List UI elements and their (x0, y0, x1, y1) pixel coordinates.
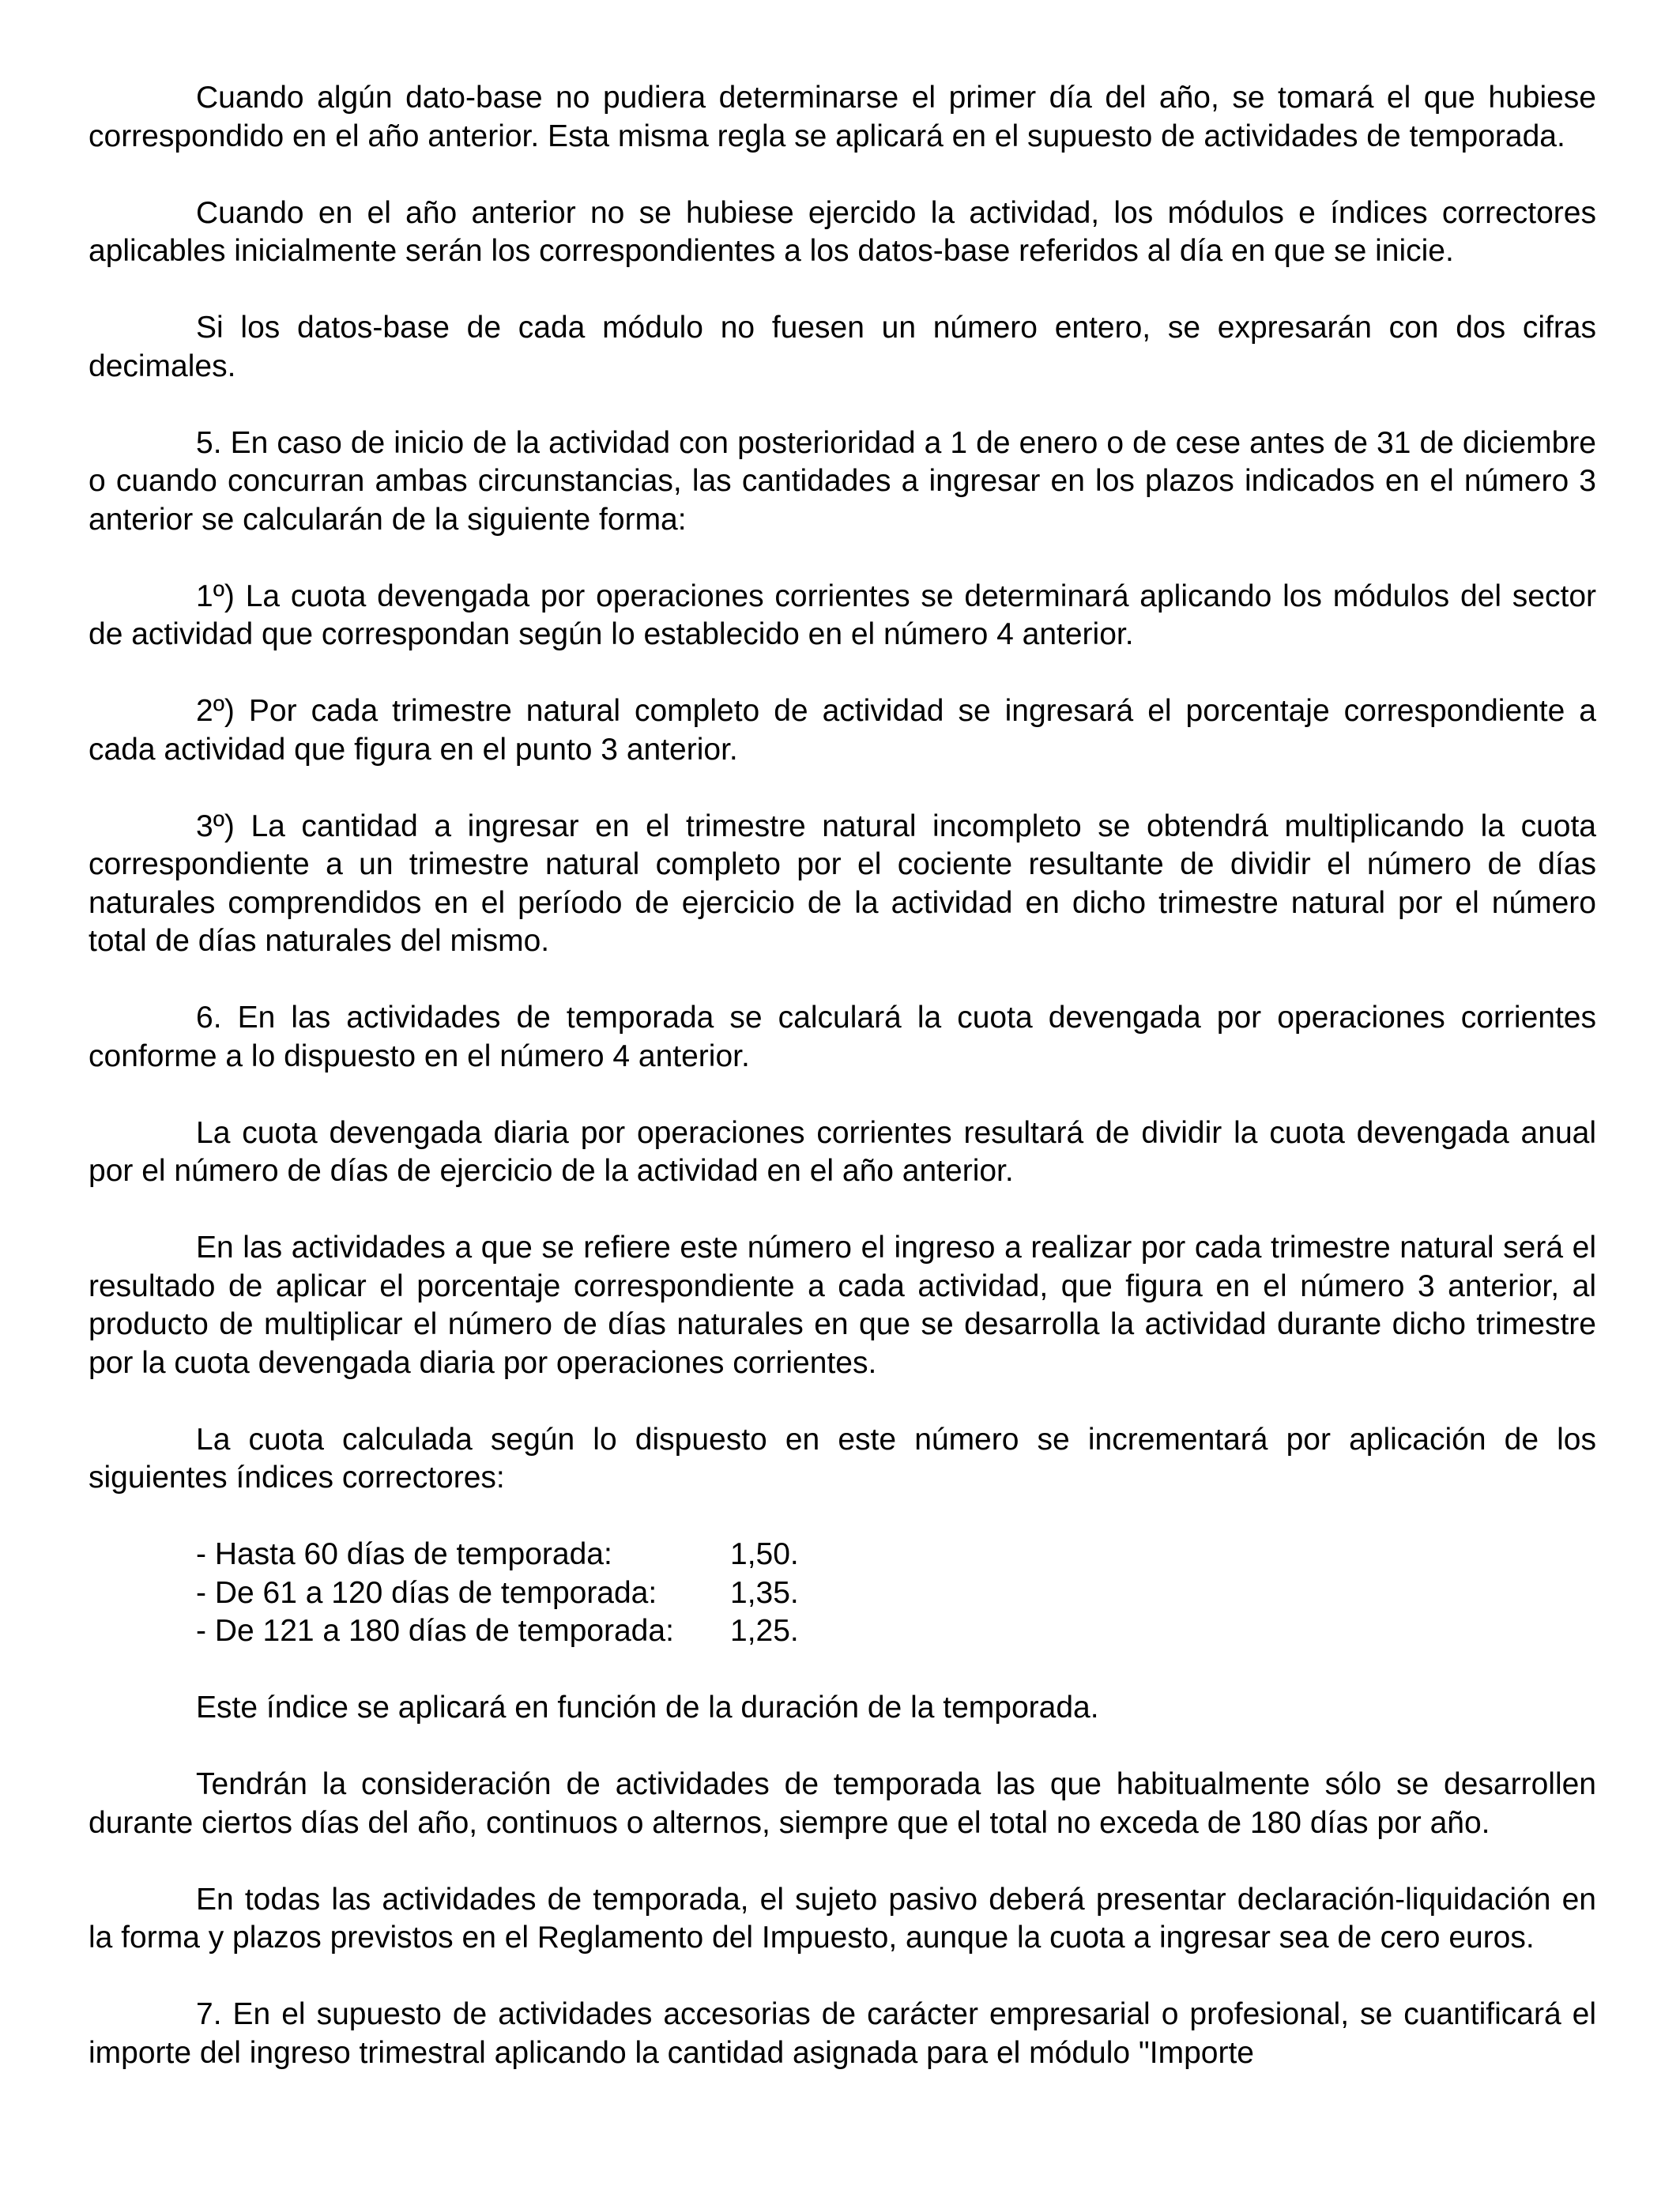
paragraph-definicion-temporada: Tendrán la consideración de actividades de temporada las que habitualmente sólo se desarrollen durante ciertos días del año, continuos o alternos, siempre que el total no exceda de 180 días por año. (89, 1767, 1596, 1840)
index-list-item (196, 1612, 1596, 1651)
paragraph-cuota-diaria: La cuota devengada diaria por operaciones corrientes resultará de dividir la cuota devengada anual por el número de días de ejercicio de la actividad en el año anterior. (89, 1115, 1596, 1188)
index-list-label: - De 61 a 120 días de temporada: (196, 1575, 657, 1610)
paragraph-section-5: 5. En caso de inicio de la actividad con posterioridad a 1 de enero o de cese antes de 31 de diciembre o cuando concurran ambas circunstancias, las cantidades a ingresar en los plazos indicados en el número 3 anterior se calcularán de la siguiente forma: (89, 425, 1596, 537)
index-list-item (196, 1536, 1596, 1574)
paragraph-declaracion-liquidacion: En todas las actividades de temporada, el sujeto pasivo deberá presentar declaración-liquidación en la forma y plazos previstos en el Reglamento del Impuesto, aunque la cuota a ingresar sea de cero euros. (89, 1882, 1596, 1955)
paragraph-ingreso-trimestral: En las actividades a que se refiere este número el ingreso a realizar por cada trimestre natural será el resultado de aplicar el porcentaje correspondiente a cada actividad, que figura en el número 3 anterior, al producto de multiplicar el número de días naturales en que se desarrolla la actividad durante dicho trimestre por la cuota devengada diaria por operaciones corrientes. (89, 1231, 1596, 1380)
index-list-value: 1,50. (730, 1537, 799, 1571)
paragraph-dato-base-primer-dia: Cuando algún dato-base no pudiera determinarse el primer día del año, se tomará el que hubiese correspondido en el año anterior. Esta misma regla se aplicará en el supuesto de actividades de temporada. (89, 81, 1596, 153)
paragraph-duracion-temporada: Este índice se aplicará en función de la duración de la temporada. (196, 1691, 1099, 1725)
index-list (89, 1536, 1596, 1651)
index-list-value: 1,25. (730, 1614, 799, 1648)
index-list-value: 1,35. (730, 1575, 799, 1610)
paragraph-section-7: 7. En el supuesto de actividades accesorias de carácter empresarial o profesional, se cuantificará el importe del ingreso trimestral aplicando la cantidad asignada para el módulo "Importe (89, 1997, 1596, 2070)
paragraph-ano-anterior-sin-actividad: Cuando en el año anterior no se hubiese ejercido la actividad, los módulos e índices correctores aplicables inicialmente serán los correspondientes a los datos-base referidos al día en que se inicie. (89, 195, 1596, 268)
index-list-label: - Hasta 60 días de temporada: (196, 1537, 612, 1571)
paragraph-rule-3: 3º) La cantidad a ingresar en el trimestre natural incompleto se obtendrá multiplicando la cuota correspondiente a un trimestre natural completo por el cociente resultante de dividir el número de días naturales comprendidos en el período de ejercicio de la actividad en dicho trimestre natural por el número total de días naturales del mismo. (89, 809, 1596, 958)
index-list-label: - De 121 a 180 días de temporada: (196, 1614, 674, 1648)
paragraph-section-6: 6. En las actividades de temporada se calculará la cuota devengada por operaciones corrientes conforme a lo dispuesto en el número 4 anterior. (89, 1001, 1596, 1073)
paragraph-indices-correctores: La cuota calculada según lo dispuesto en este número se incrementará por aplicación de los siguientes índices correctores: (89, 1422, 1596, 1495)
paragraph-rule-2: 2º) Por cada trimestre natural completo de actividad se ingresará el porcentaje correspondiente a cada actividad que figura en el punto 3 anterior. (89, 694, 1596, 767)
paragraph-rule-1: 1º) La cuota devengada por operaciones corrientes se determinará aplicando los módulos del sector de actividad que correspondan según lo establecido en el número 4 anterior. (89, 579, 1596, 651)
document-page (89, 79, 1596, 2072)
paragraph-datos-base-decimales: Si los datos-base de cada módulo no fuesen un número entero, se expresarán con dos cifras decimales. (89, 311, 1596, 383)
index-list-item (196, 1574, 1596, 1613)
